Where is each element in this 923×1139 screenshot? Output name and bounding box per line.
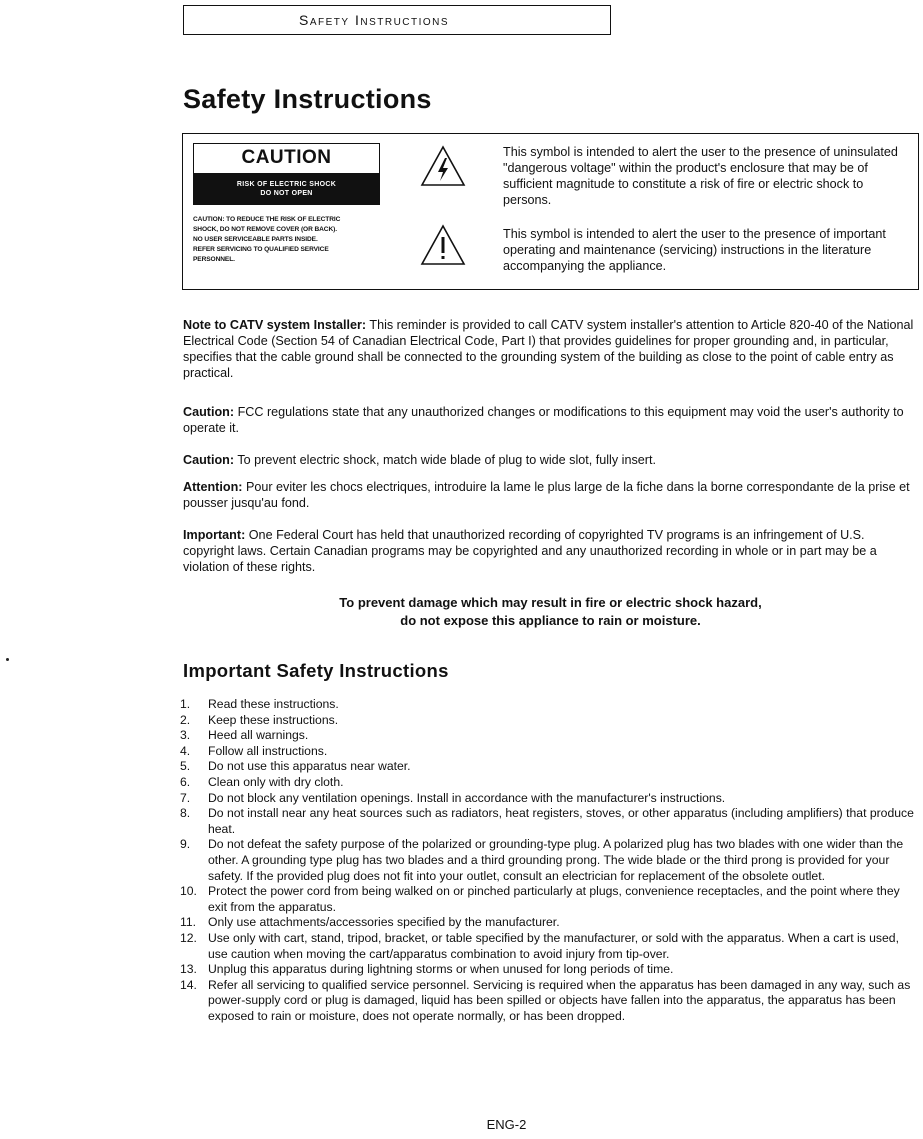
item-number: 6. bbox=[180, 774, 191, 789]
item-text: Unplug this apparatus during lightning storms or when unused for long periods of time. bbox=[208, 962, 674, 977]
list-item bbox=[180, 759, 920, 775]
fire-shock-warning bbox=[183, 594, 918, 630]
page-title: Safety Instructions bbox=[183, 84, 432, 114]
item-text: Use only with cart, stand, tripod, bracket, or table specified by the manufacturer, or sold with the apparatus. When a cart is used, use caution when moving the cart/apparatus combination to avoid injury from tip-over. bbox=[208, 930, 899, 961]
item-text: Do not use this apparatus near water. bbox=[208, 759, 411, 774]
item-number: 4. bbox=[180, 743, 191, 758]
maintenance-symbol-description: This symbol is intended to alert the user to the presence of important operating and maintenance (servicing) instructions in the literature accompanying the appliance. bbox=[503, 227, 886, 273]
item-text: Do not defeat the safety purpose of the polarized or grounding-type plug. A polarized plug has two blades with one wider than the other. A grounding type plug has two blades and a third grounding prong. The wide blade or the third prong is provided for your safety. If the provided plug does not fit into your outlet, consult an electrician for replacement of the obsolete outlet. bbox=[208, 837, 904, 883]
warning-line-1: To prevent damage which may result in fire or electric shock hazard, bbox=[339, 595, 762, 610]
risk-warning-banner bbox=[194, 173, 379, 204]
list-item bbox=[180, 915, 920, 931]
page-number: ENG-2 bbox=[486, 1117, 527, 1132]
list-item bbox=[180, 931, 920, 962]
list-item bbox=[180, 697, 920, 713]
item-text: Refer all servicing to qualified service personnel. Servicing is required when the apparatus has been damaged in any way, such as power-supply cord or plug is damaged, liquid has been spilled or objects have fallen into the apparatus, the apparatus has been exposed to rain or moisture, does not operate normally, or has been dropped. bbox=[208, 977, 911, 1023]
item-text: Protect the power cord from being walked on or pinched particularly at plugs, convenience receptacles, and the point where they exit from the apparatus. bbox=[208, 884, 900, 914]
item-number: 3. bbox=[180, 728, 191, 743]
list-item bbox=[180, 775, 920, 791]
item-text: Do not install near any heat sources such as radiators, heat registers, stoves, or other apparatus (including amplifiers) that produce heat. bbox=[208, 806, 914, 836]
item-number: 11. bbox=[180, 915, 197, 930]
section-header-label: Safety Instructions bbox=[299, 12, 450, 28]
caution-fine-line: REFER SERVICING TO QUALIFIED SERVICE bbox=[193, 246, 329, 253]
list-item bbox=[180, 791, 920, 807]
warning-line-2: do not expose this appliance to rain or moisture. bbox=[400, 613, 701, 628]
note-catv-installer bbox=[183, 317, 918, 381]
caution-fine-line: NO USER SERVICEABLE PARTS INSIDE. bbox=[193, 236, 318, 243]
list-item bbox=[180, 806, 920, 837]
note-text: To prevent electric shock, match wide blade of plug to wide slot, fully insert. bbox=[234, 453, 656, 467]
item-text: Clean only with dry cloth. bbox=[208, 774, 344, 789]
caution-fine-line: CAUTION: TO REDUCE THE RISK OF ELECTRIC bbox=[193, 216, 341, 223]
note-text: This reminder is provided to call CATV system installer's attention to Article 820-40 of the National Electrical Code (Section 54 of Canadian Electrical Code, Part I) that provides guidelines for proper grounding and, in particular, specifies that the cable ground shall be connected to the grounding system of the building as close to the point of cable entry as practical. bbox=[183, 318, 914, 380]
note-label: Important: bbox=[183, 528, 246, 542]
note-text: Pour eviter les chocs electriques, introduire la lame le plus large de la fiche dans la borne correspondante de la prise et pousser jusqu'au fond. bbox=[183, 480, 910, 510]
list-item bbox=[180, 713, 920, 729]
item-text: Only use attachments/accessories specified by the manufacturer. bbox=[208, 915, 560, 930]
risk-line-2: DO NOT OPEN bbox=[260, 189, 313, 197]
note-fcc-caution bbox=[183, 404, 918, 436]
item-text: Do not block any ventilation openings. Install in accordance with the manufacturer's instructions. bbox=[208, 790, 726, 805]
note-label: Caution: bbox=[183, 453, 235, 467]
caution-fine-line: PERSONNEL. bbox=[193, 256, 235, 263]
item-number: 2. bbox=[180, 712, 191, 727]
item-text: Heed all warnings. bbox=[208, 728, 309, 743]
section-title: Important Safety Instructions bbox=[183, 660, 449, 681]
voltage-symbol-description: This symbol is intended to alert the user to the presence of uninsulated "dangerous voltage" within the product's enclosure that may be of sufficient magnitude to constitute a risk of fire or electric shock to persons. bbox=[503, 145, 898, 207]
note-important-copyright bbox=[183, 527, 918, 575]
exclamation-warning-icon bbox=[420, 224, 466, 266]
caution-label-box bbox=[193, 143, 380, 205]
instructions-list bbox=[180, 697, 920, 1024]
caution-label: CAUTION bbox=[241, 147, 332, 168]
item-number: 14. bbox=[180, 977, 197, 992]
section-header bbox=[183, 5, 611, 35]
caution-panel bbox=[182, 133, 919, 290]
item-number: 8. bbox=[180, 806, 191, 821]
note-plug-caution bbox=[183, 452, 918, 468]
item-number: 13. bbox=[180, 962, 197, 977]
list-item bbox=[180, 978, 920, 1025]
item-number: 5. bbox=[180, 759, 191, 774]
list-item bbox=[180, 728, 920, 744]
list-item bbox=[180, 837, 920, 884]
caution-fine-print bbox=[193, 215, 393, 265]
note-label: Note to CATV system Installer: bbox=[183, 318, 367, 332]
item-number: 7. bbox=[180, 790, 191, 805]
note-text: One Federal Court has held that unauthorized recording of copyrighted TV programs is an infringement of U.S. copyright laws. Certain Canadian programs may be copyrighted and any unauthorized recording in whole or in part may be a violation of these rights. bbox=[183, 528, 877, 574]
item-number: 9. bbox=[180, 837, 191, 852]
note-label: Attention: bbox=[183, 480, 243, 494]
scan-mark bbox=[6, 658, 9, 661]
item-number: 10. bbox=[180, 884, 197, 899]
risk-line-1: RISK OF ELECTRIC SHOCK bbox=[236, 180, 337, 188]
item-number: 1. bbox=[180, 697, 191, 711]
lightning-warning-icon bbox=[420, 145, 466, 187]
list-item bbox=[180, 884, 920, 915]
item-text: Follow all instructions. bbox=[208, 743, 328, 758]
list-item bbox=[180, 744, 920, 760]
caution-fine-line: SHOCK, DO NOT REMOVE COVER (OR BACK). bbox=[193, 226, 337, 233]
item-number: 12. bbox=[180, 930, 197, 945]
note-text: FCC regulations state that any unauthorized changes or modifications to this equipment may void the user's authority to operate it. bbox=[183, 405, 904, 435]
note-label: Caution: bbox=[183, 405, 235, 419]
list-item bbox=[180, 962, 920, 978]
item-text: Read these instructions. bbox=[208, 697, 339, 711]
item-text: Keep these instructions. bbox=[208, 712, 339, 727]
note-attention-french bbox=[183, 479, 918, 511]
